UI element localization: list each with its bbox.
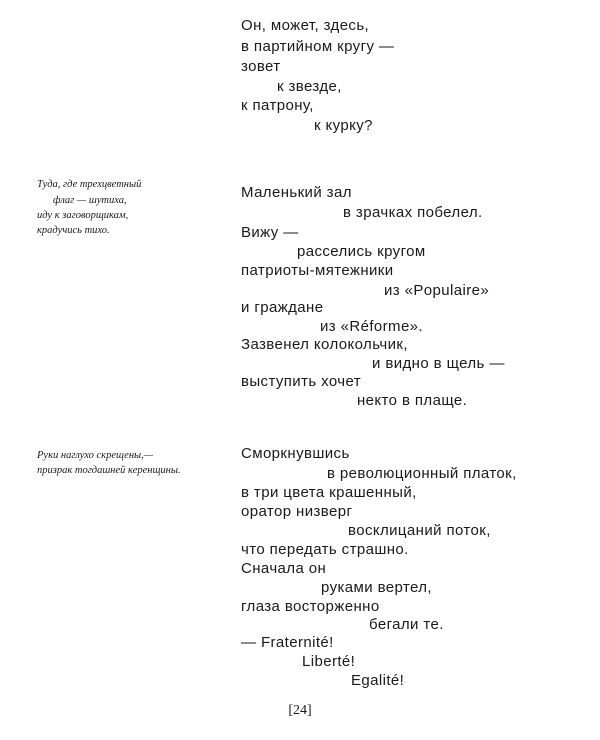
verse-line: к звезде, (277, 78, 342, 95)
verse-line: Вижу — (241, 224, 299, 241)
verse-line: и видно в щель — (372, 355, 505, 372)
verse-line: Сначала он (241, 560, 327, 577)
verse-line: из «Réforme». (320, 318, 423, 335)
verse-line: и граждане (241, 299, 324, 316)
margin-note-line: Туда, где трехцветный (37, 179, 142, 190)
verse-line: к курку? (314, 117, 373, 134)
margin-note-line: иду к заговорщикам, (37, 210, 129, 221)
verse-line: в три цвета крашенный, (241, 484, 417, 501)
verse-line: глаза восторженно (241, 598, 380, 615)
verse-line: в партийном кругу — (241, 38, 395, 55)
verse-line: некто в плаще. (357, 392, 468, 409)
page-number: [24] (288, 703, 312, 718)
verse-line: в революционный платок, (327, 465, 517, 482)
verse-line: в зрачках побелел. (343, 204, 483, 221)
verse-line: выступить хочет (241, 373, 362, 390)
verse-line: Liberté! (302, 653, 356, 670)
verse-line: что передать страшно. (241, 541, 409, 558)
verse-line: оратор низверг (241, 503, 353, 520)
verse-line: руками вертел, (321, 579, 432, 596)
verse-line: зовет (241, 58, 281, 75)
verse-line: восклицаний поток, (348, 522, 491, 539)
verse-line: к патрону, (241, 97, 314, 114)
verse-line: Egalité! (351, 672, 405, 689)
verse-line: Он, может, здесь, (241, 17, 370, 34)
verse-line: Зазвенел колокольчик, (241, 336, 408, 353)
verse-line: расселись кругом (297, 243, 426, 260)
margin-note-line: крадучись тихо. (37, 225, 110, 236)
margin-note-line: флаг — шутиха, (53, 195, 127, 206)
verse-line: патриоты-мятежники (241, 262, 394, 279)
verse-line: из «Populaire» (384, 282, 490, 299)
verse-line: Сморкнувшись (241, 445, 350, 462)
verse-line: — Fraternité! (241, 634, 334, 651)
margin-note-line: Руки наглухо скрещены,— (37, 450, 154, 461)
verse-line: бегали те. (369, 616, 444, 633)
verse-line: Маленький зал (241, 184, 352, 201)
margin-note-line: призрак тогдашней керенщины. (37, 465, 181, 476)
